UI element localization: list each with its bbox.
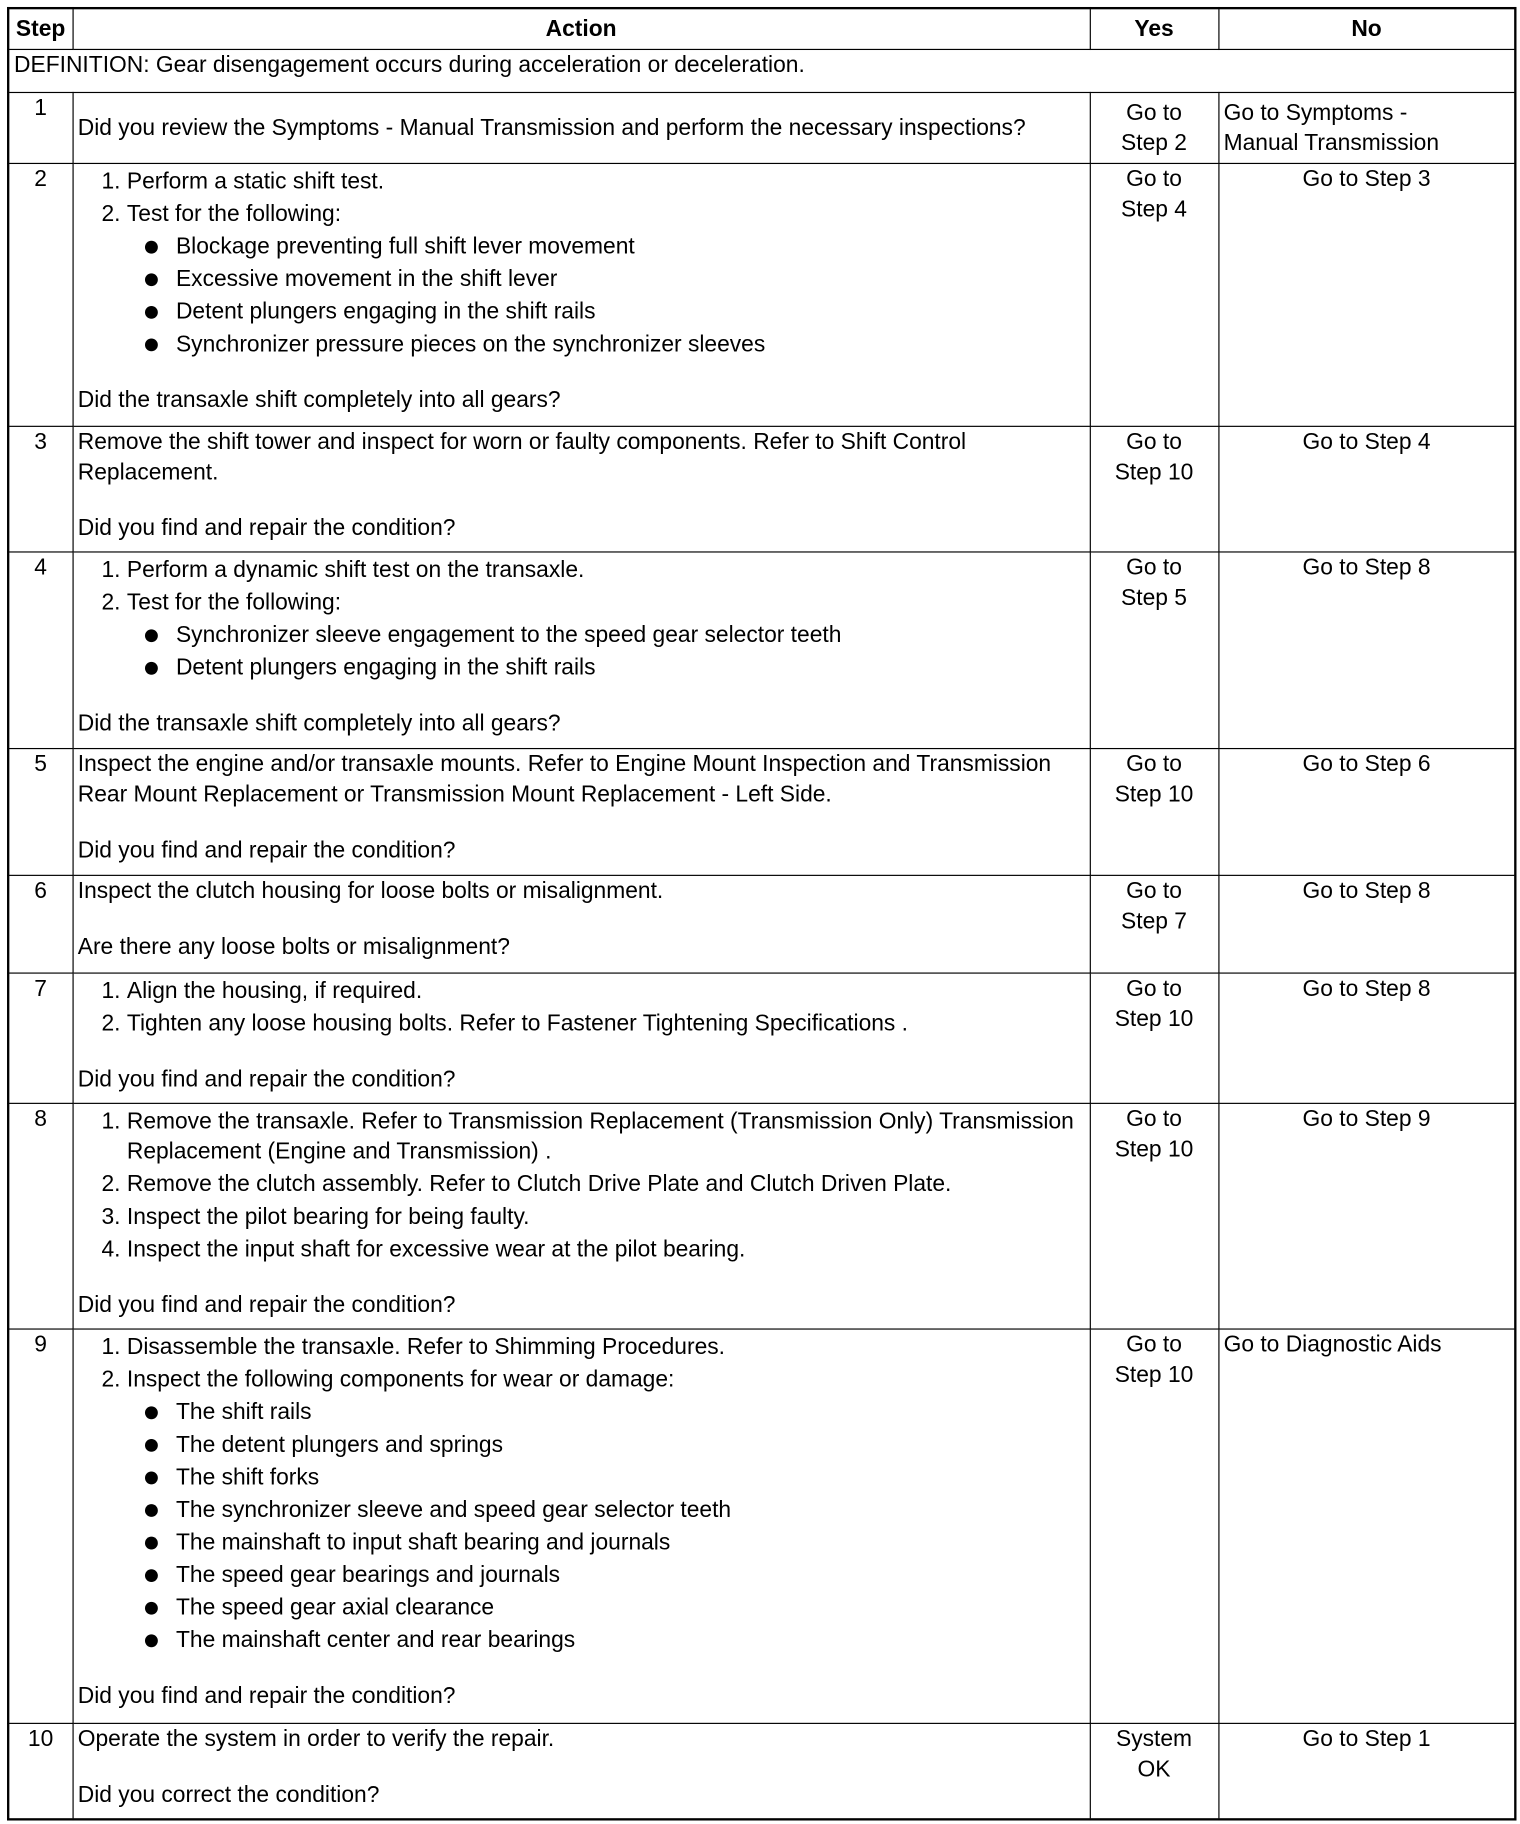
step-number: 2 bbox=[8, 163, 72, 426]
list-item bbox=[127, 1331, 1085, 1361]
no-cell: Go to Step 8 bbox=[1218, 875, 1515, 973]
no-cell: Go to Step 8 bbox=[1218, 972, 1515, 1102]
yes-line: System bbox=[1116, 1725, 1193, 1752]
list-item-text: Inspect the following components for wear or damage: bbox=[126, 1366, 675, 1392]
yes-line: Step 7 bbox=[1121, 907, 1187, 934]
bullet-item: Excessive movement in the shift lever bbox=[176, 263, 1084, 293]
list-item-text: Perform a static shift test. bbox=[126, 168, 385, 194]
yes-cell bbox=[1090, 1328, 1219, 1722]
numbered-list bbox=[78, 554, 1085, 682]
table-row bbox=[8, 748, 1515, 875]
bullet-item: The mainshaft to input shaft bearing and journals bbox=[176, 1527, 1084, 1557]
step-number: 7 bbox=[8, 972, 72, 1102]
list-item-text: Test for the following: bbox=[126, 589, 342, 615]
list-item bbox=[127, 198, 1085, 359]
action-text: Operate the system in order to verify the repair. bbox=[77, 1725, 555, 1752]
yes-line: Go to bbox=[1126, 1331, 1182, 1357]
no-cell: Go to Step 4 bbox=[1218, 426, 1515, 552]
numbered-list bbox=[78, 166, 1085, 359]
bullet-item: The shift forks bbox=[176, 1462, 1084, 1492]
definition-text: DEFINITION: Gear disengagement occurs during acceleration or deceleration. bbox=[8, 49, 1515, 92]
bullet-item: Synchronizer pressure pieces on the synchronizer sleeves bbox=[176, 329, 1084, 359]
question-text: Did you correct the condition? bbox=[77, 1781, 380, 1808]
bullet-item: Synchronizer sleeve engagement to the speed gear selector teeth bbox=[176, 619, 1084, 649]
yes-line: Step 10 bbox=[1114, 458, 1194, 485]
header-step: Step bbox=[8, 8, 72, 49]
list-item bbox=[127, 587, 1085, 682]
step-number: 4 bbox=[8, 551, 72, 748]
yes-line: Go to bbox=[1126, 165, 1182, 192]
yes-line: OK bbox=[1137, 1755, 1171, 1782]
bullet-item: Blockage preventing full shift lever movement bbox=[176, 231, 1084, 261]
yes-line: Step 4 bbox=[1121, 196, 1187, 222]
no-line: Manual Transmission bbox=[1223, 129, 1440, 156]
yes-line: Go to bbox=[1126, 99, 1182, 126]
numbered-list bbox=[78, 1331, 1085, 1654]
no-cell: Go to Step 1 bbox=[1218, 1723, 1515, 1820]
question-text: Did you find and repair the condition? bbox=[77, 1066, 456, 1092]
bullet-item: The detent plungers and springs bbox=[176, 1429, 1084, 1459]
list-item-text: Test for the following: bbox=[126, 200, 342, 227]
yes-cell bbox=[1090, 551, 1219, 748]
question-text: Are there any loose bolts or misalignment? bbox=[77, 933, 510, 960]
yes-line: Step 10 bbox=[1114, 1135, 1194, 1162]
bullet-list bbox=[127, 619, 1085, 682]
action-cell bbox=[72, 163, 1089, 426]
list-item: 2. Tighten any loose housing bolts. Refer to Fastener Tightening Specifications . bbox=[127, 1008, 1085, 1038]
step-number: 5 bbox=[8, 748, 72, 875]
table-row bbox=[8, 875, 1515, 973]
yes-cell bbox=[1090, 92, 1219, 163]
action-cell bbox=[72, 1723, 1089, 1820]
diagnostic-table bbox=[7, 7, 1516, 1821]
bullet-item: Detent plungers engaging in the shift rails bbox=[176, 652, 1084, 682]
yes-cell bbox=[1090, 1723, 1219, 1820]
list-item bbox=[127, 1364, 1085, 1655]
yes-cell bbox=[1090, 426, 1219, 552]
no-cell: Go to Step 6 bbox=[1218, 748, 1515, 875]
step-number: 6 bbox=[8, 875, 72, 973]
step-number: 9 bbox=[8, 1328, 72, 1722]
table-row bbox=[8, 1103, 1515, 1329]
question-text: Did the transaxle shift completely into all gears? bbox=[77, 386, 561, 413]
question-text: Did you find and repair the condition? bbox=[77, 1291, 456, 1318]
bullet-item: The speed gear bearings and journals bbox=[176, 1559, 1084, 1589]
bullet-item: The shift rails bbox=[176, 1397, 1084, 1427]
action-text: Remove the shift tower and inspect for worn or faulty components. Refer to Shift Control Replacement. bbox=[77, 428, 967, 485]
action-text: Inspect the clutch housing for loose bolts or misalignment. bbox=[77, 877, 664, 904]
table-row bbox=[8, 1723, 1515, 1820]
yes-line: Go to bbox=[1126, 877, 1182, 904]
bullet-list bbox=[127, 1397, 1085, 1655]
question-text: Did you find and repair the condition? bbox=[77, 514, 456, 541]
action-cell bbox=[72, 1328, 1089, 1722]
action-cell bbox=[72, 92, 1089, 163]
yes-cell bbox=[1090, 163, 1219, 426]
yes-line: Step 10 bbox=[1114, 1005, 1194, 1032]
yes-line: Go to bbox=[1126, 975, 1182, 1001]
step-number: 1 bbox=[8, 92, 72, 163]
table-row bbox=[8, 551, 1515, 748]
yes-line: Step 10 bbox=[1114, 1361, 1194, 1388]
header-action: Action bbox=[72, 8, 1089, 49]
no-cell: Go to Step 8 bbox=[1218, 551, 1515, 748]
no-line: Go to Symptoms - bbox=[1223, 99, 1408, 126]
numbered-list bbox=[78, 1106, 1085, 1264]
list-item bbox=[127, 166, 1085, 196]
action-cell bbox=[72, 972, 1089, 1102]
yes-cell bbox=[1090, 748, 1219, 875]
list-item: 1. Remove the transaxle. Refer to Transmission Replacement (Transmission Only) Transmission Replacement (Engine and Transmission) . bbox=[127, 1106, 1085, 1166]
yes-line: Go to bbox=[1126, 428, 1182, 455]
list-item: 4. Inspect the input shaft for excessive wear at the pilot bearing. bbox=[127, 1234, 1085, 1264]
table-row bbox=[8, 426, 1515, 552]
action-cell bbox=[72, 1103, 1089, 1329]
yes-line: Step 2 bbox=[1121, 129, 1187, 156]
step-number: 8 bbox=[8, 1103, 72, 1329]
yes-cell bbox=[1090, 972, 1219, 1102]
yes-line: Go to bbox=[1126, 1105, 1182, 1132]
table-row bbox=[8, 163, 1515, 426]
yes-cell bbox=[1090, 875, 1219, 973]
action-cell bbox=[72, 875, 1089, 973]
yes-line: Go to bbox=[1126, 750, 1182, 777]
step-number: 3 bbox=[8, 426, 72, 552]
bullet-item: The mainshaft center and rear bearings bbox=[176, 1625, 1084, 1655]
question-text: Did you find and repair the condition? bbox=[77, 836, 456, 863]
no-cell: Go to Step 3 bbox=[1218, 163, 1515, 426]
action-cell bbox=[72, 748, 1089, 875]
header-yes: Yes bbox=[1090, 8, 1219, 49]
question-text: Did you find and repair the condition? bbox=[77, 1682, 456, 1709]
list-item: 1. Align the housing, if required. bbox=[127, 975, 1085, 1005]
bullet-item: The synchronizer sleeve and speed gear selector teeth bbox=[176, 1494, 1084, 1524]
bullet-item: Detent plungers engaging in the shift rails bbox=[176, 296, 1084, 326]
table-row bbox=[8, 972, 1515, 1102]
yes-line: Go to bbox=[1126, 554, 1182, 580]
list-item-text: Disassemble the transaxle. Refer to Shimming Procedures. bbox=[126, 1333, 725, 1360]
no-cell: Go to Diagnostic Aids bbox=[1218, 1328, 1515, 1722]
header-no: No bbox=[1218, 8, 1515, 49]
list-item: 3. Inspect the pilot bearing for being faulty. bbox=[127, 1201, 1085, 1231]
yes-cell bbox=[1090, 1103, 1219, 1329]
yes-line: Step 10 bbox=[1114, 781, 1194, 807]
question-text: Did the transaxle shift completely into all gears? bbox=[77, 710, 561, 736]
table-row bbox=[8, 92, 1515, 163]
yes-line: Step 5 bbox=[1121, 584, 1187, 611]
action-cell bbox=[72, 426, 1089, 552]
action-text: Inspect the engine and/or transaxle mounts. Refer to Engine Mount Inspection and Transmission Rear Mount Replacement or Transmission Mount Replacement - Left Side. bbox=[77, 750, 1052, 807]
action-text: Did you review the Symptoms - Manual Transmission and perform the necessary inspections? bbox=[77, 114, 1026, 141]
list-item bbox=[127, 554, 1085, 584]
numbered-list bbox=[78, 975, 1085, 1038]
no-cell: Go to Step 9 bbox=[1218, 1103, 1515, 1329]
list-item: 2. Remove the clutch assembly. Refer to Clutch Drive Plate and Clutch Driven Plate. bbox=[127, 1169, 1085, 1199]
definition-row bbox=[8, 49, 1515, 92]
action-cell bbox=[72, 551, 1089, 748]
table-row bbox=[8, 1328, 1515, 1722]
no-cell bbox=[1218, 92, 1515, 163]
bullet-item: The speed gear axial clearance bbox=[176, 1592, 1084, 1622]
bullet-list bbox=[127, 231, 1085, 359]
list-item-text: Perform a dynamic shift test on the transaxle. bbox=[126, 556, 585, 583]
header-row bbox=[8, 8, 1515, 49]
step-number: 10 bbox=[8, 1723, 72, 1820]
